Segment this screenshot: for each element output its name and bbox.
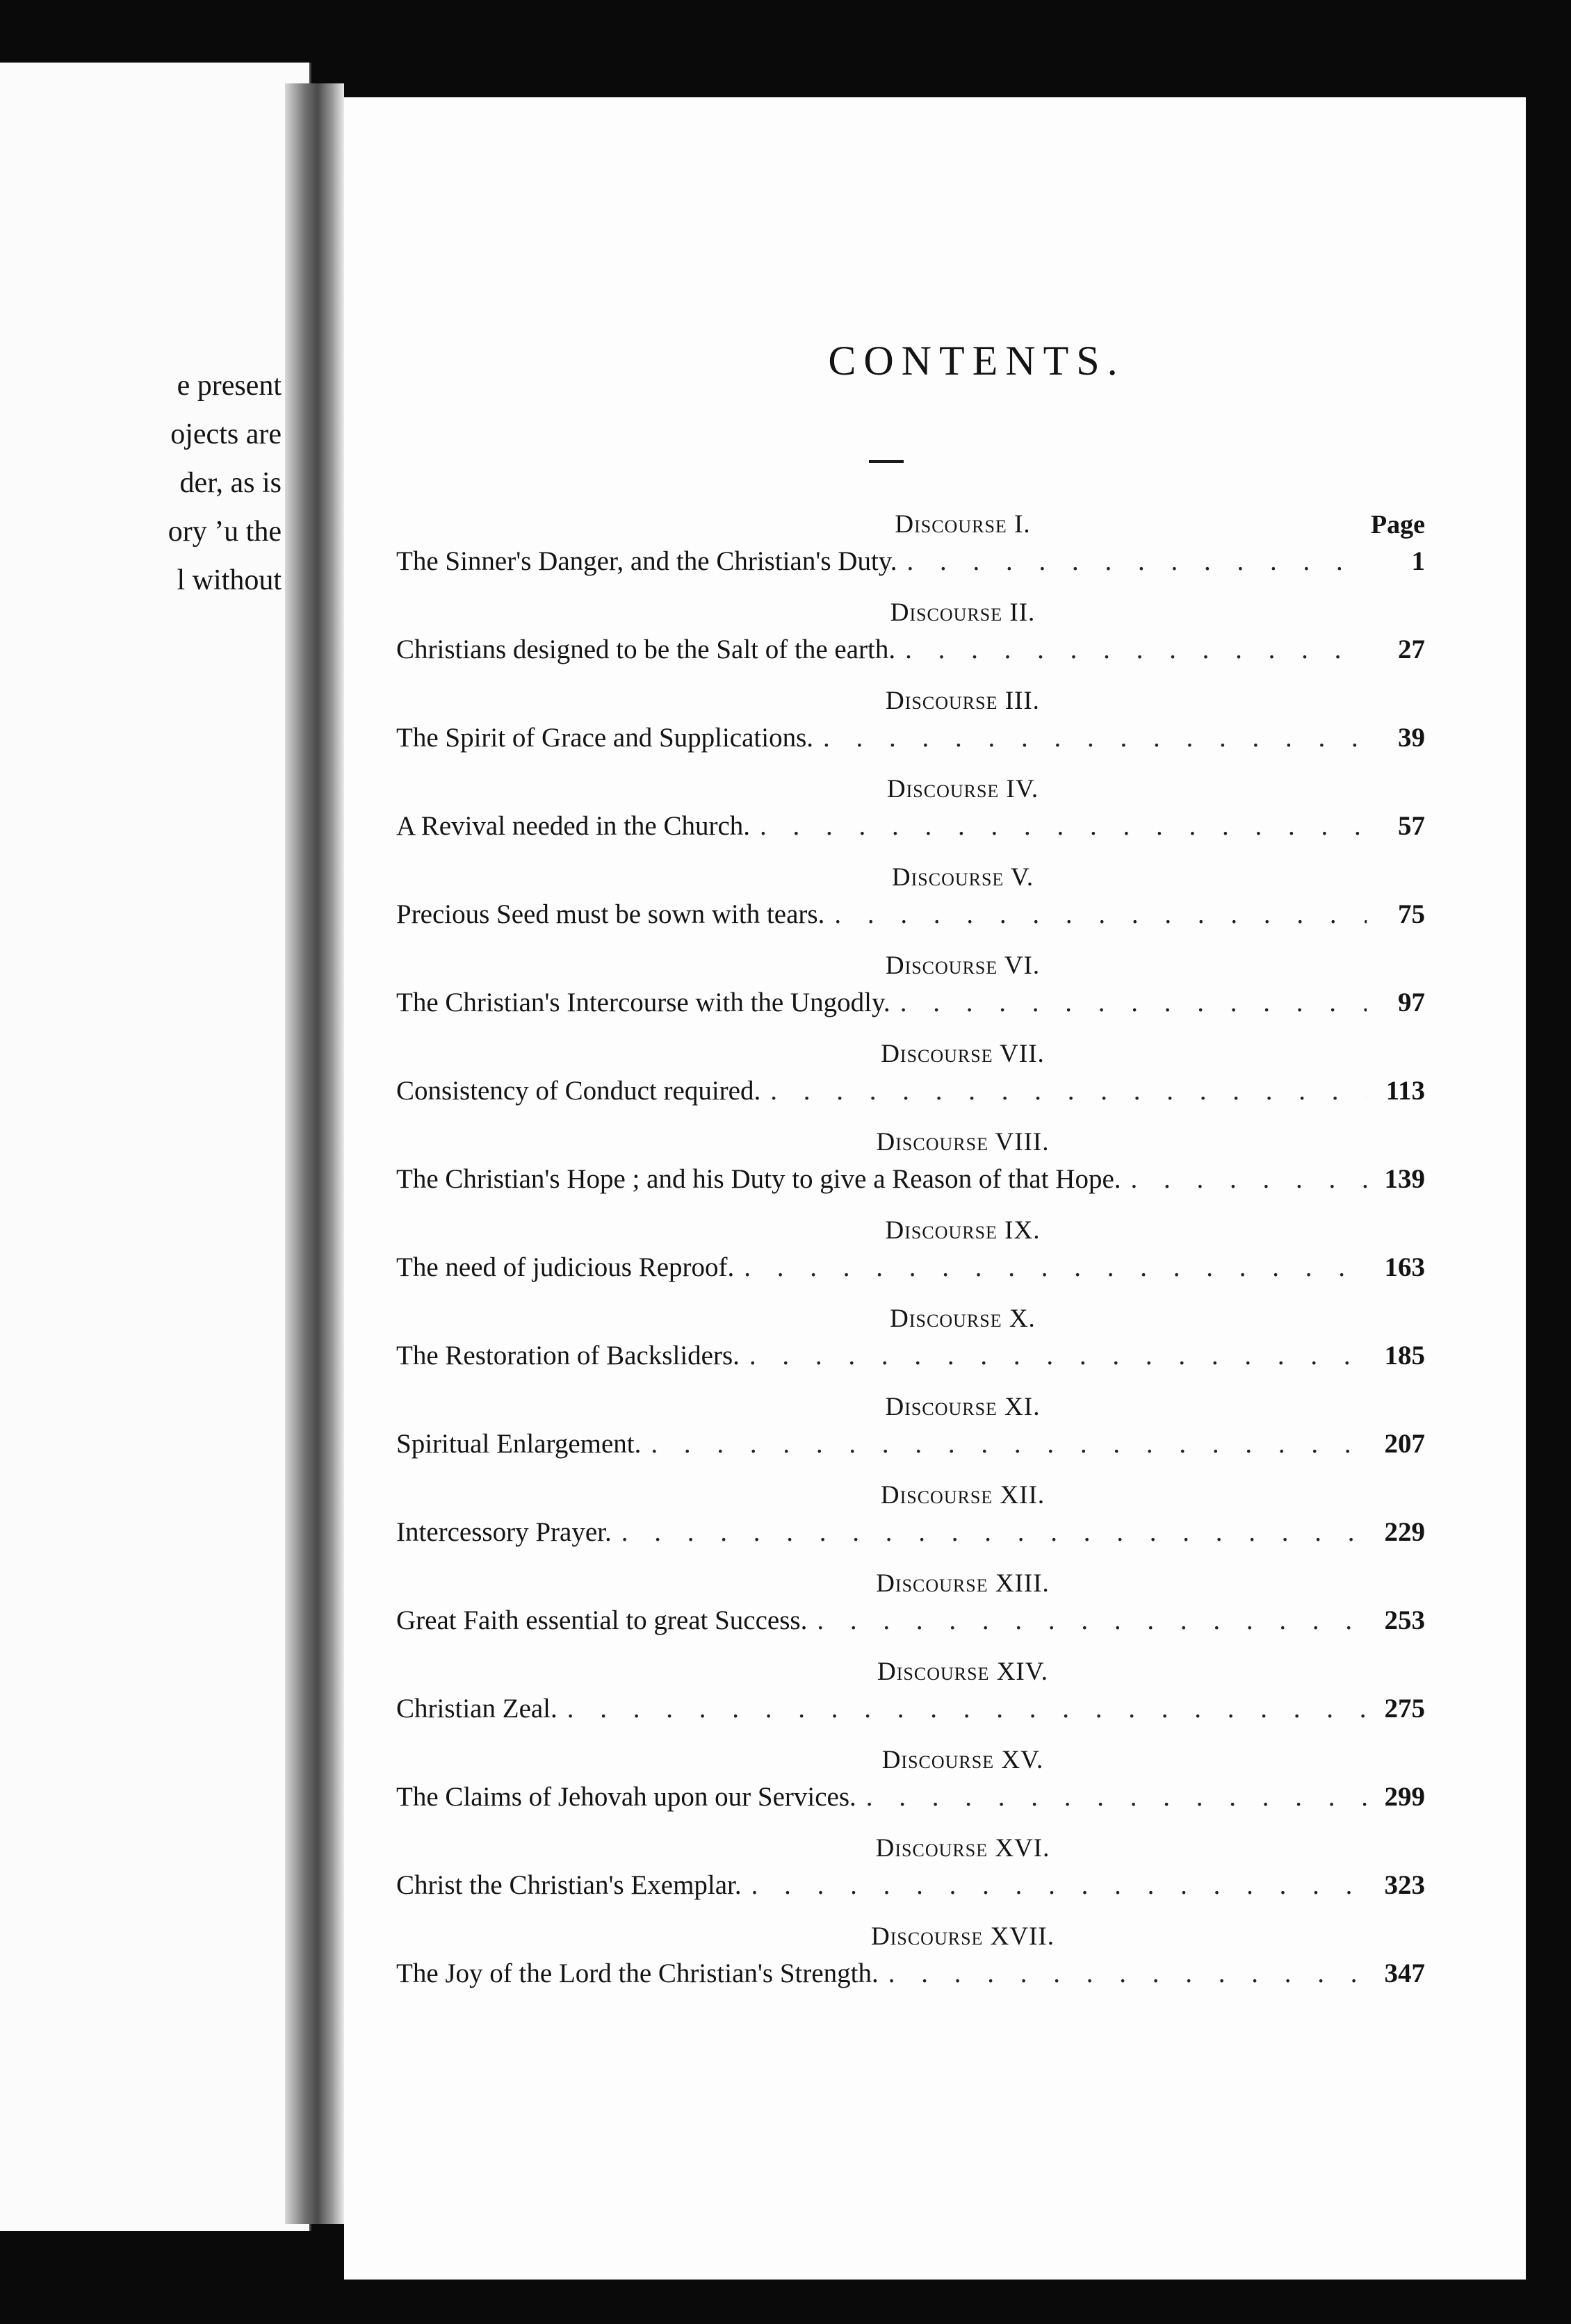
contents-page bbox=[344, 97, 1526, 2280]
dot-leader bbox=[866, 1778, 1367, 1817]
discourse-heading: Discourse VII. bbox=[881, 1040, 1045, 1068]
discourse-heading: Discourse XV. bbox=[881, 1746, 1044, 1774]
discourse-heading: Discourse XI. bbox=[885, 1393, 1041, 1421]
discourse-title: The Restoration of Backsliders. bbox=[396, 1341, 740, 1370]
toc-entry bbox=[396, 1831, 1425, 1920]
discourse-title: The Sinner's Danger, and the Christian's Duty. bbox=[396, 546, 897, 576]
discourse-title: The need of judicious Reproof. bbox=[396, 1252, 735, 1282]
dot-leader bbox=[1131, 1160, 1367, 1199]
discourse-heading: Discourse VI. bbox=[885, 951, 1041, 980]
discourse-heading: Discourse XIV. bbox=[877, 1658, 1048, 1686]
previous-page-line: ojects are bbox=[170, 418, 282, 450]
toc-entry bbox=[396, 1743, 1425, 1831]
page-number: 275 bbox=[1384, 1694, 1425, 1724]
page-number: 299 bbox=[1384, 1782, 1425, 1812]
discourse-title: The Christian's Hope ; and his Duty to give a Reason of that Hope. bbox=[396, 1164, 1121, 1194]
page-number: 57 bbox=[1398, 811, 1425, 841]
toc-entry bbox=[396, 1213, 1425, 1302]
toc-row bbox=[396, 1689, 1425, 1731]
title-rule bbox=[869, 460, 904, 463]
previous-page-text bbox=[17, 361, 282, 605]
discourse-heading: Discourse VIII. bbox=[876, 1128, 1050, 1156]
dot-leader bbox=[621, 1513, 1367, 1552]
toc-row bbox=[396, 1954, 1425, 1996]
dot-leader bbox=[905, 630, 1367, 669]
toc-entry bbox=[396, 1125, 1425, 1213]
toc-entry bbox=[396, 684, 1425, 772]
previous-page-line: der, as is bbox=[179, 467, 282, 499]
discourse-title: Christians designed to be the Salt of the earth. bbox=[396, 635, 896, 664]
discourse-heading: Discourse IV. bbox=[886, 775, 1039, 803]
toc-entry bbox=[396, 1302, 1425, 1390]
toc-row bbox=[396, 895, 1425, 937]
discourse-heading: Discourse IX. bbox=[885, 1216, 1041, 1245]
discourse-title: Great Faith essential to great Success. bbox=[396, 1605, 808, 1635]
toc-row bbox=[396, 1778, 1425, 1819]
discourse-title: A Revival needed in the Church. bbox=[396, 811, 751, 841]
dot-leader bbox=[751, 1866, 1367, 1905]
dot-leader bbox=[749, 1336, 1367, 1375]
toc-row bbox=[396, 1601, 1425, 1643]
toc-entry bbox=[396, 1655, 1425, 1743]
page-number: 75 bbox=[1398, 899, 1425, 929]
previous-page-line: e present bbox=[177, 370, 282, 402]
toc-entry bbox=[396, 772, 1425, 860]
discourse-title: The Claims of Jehovah upon our Services. bbox=[396, 1782, 856, 1812]
toc-row bbox=[396, 1248, 1425, 1290]
discourse-heading: Discourse II. bbox=[890, 598, 1036, 627]
toc-entry bbox=[396, 1920, 1425, 2008]
dot-leader bbox=[834, 895, 1367, 934]
discourse-title: Consistency of Conduct required. bbox=[396, 1076, 761, 1106]
page-number: 207 bbox=[1384, 1429, 1425, 1459]
toc-row bbox=[396, 807, 1425, 849]
page-number: 139 bbox=[1384, 1164, 1425, 1194]
previous-page bbox=[0, 63, 311, 2231]
toc-entry bbox=[396, 596, 1425, 684]
discourse-heading: Discourse XVI. bbox=[875, 1834, 1050, 1863]
toc-entry bbox=[396, 1566, 1425, 1655]
dot-leader bbox=[744, 1248, 1367, 1287]
discourse-heading: Discourse XVII. bbox=[871, 1922, 1055, 1951]
dot-leader bbox=[651, 1425, 1367, 1464]
page-number: 229 bbox=[1384, 1517, 1425, 1547]
page-number: 97 bbox=[1398, 988, 1425, 1017]
toc-row bbox=[396, 1160, 1425, 1202]
previous-page-line: ory ’u the bbox=[168, 516, 282, 548]
discourse-title: The Joy of the Lord the Christian's Strength. bbox=[396, 1958, 879, 1988]
dot-leader bbox=[817, 1601, 1367, 1640]
discourse-heading: Discourse X. bbox=[890, 1304, 1036, 1333]
toc-entry bbox=[396, 860, 1425, 949]
toc-entry bbox=[396, 949, 1425, 1037]
discourse-heading: Discourse I. bbox=[895, 510, 1031, 539]
toc-row bbox=[396, 1866, 1425, 1908]
toc-row bbox=[396, 1336, 1425, 1378]
page-number: 163 bbox=[1384, 1252, 1425, 1282]
page-number: 1 bbox=[1411, 546, 1425, 576]
dot-leader bbox=[907, 542, 1367, 581]
discourse-title: Christ the Christian's Exemplar. bbox=[396, 1870, 742, 1900]
page-number: 323 bbox=[1384, 1870, 1425, 1900]
toc-entry bbox=[396, 1037, 1425, 1125]
dot-leader bbox=[900, 983, 1367, 1022]
discourse-heading: Discourse III. bbox=[886, 687, 1040, 715]
book-gutter bbox=[285, 83, 344, 2224]
discourse-title: The Spirit of Grace and Supplications. bbox=[396, 723, 814, 753]
page-title: CONTENTS. bbox=[828, 338, 1125, 384]
toc-row bbox=[396, 542, 1425, 584]
page-number: 39 bbox=[1398, 723, 1425, 753]
page-number: 253 bbox=[1384, 1605, 1425, 1635]
toc-entry bbox=[396, 1478, 1425, 1566]
table-of-contents bbox=[396, 507, 1425, 2008]
dot-leader bbox=[770, 1072, 1367, 1111]
page-column-label: Page bbox=[1370, 510, 1425, 539]
discourse-title: Precious Seed must be sown with tears. bbox=[396, 899, 825, 929]
discourse-title: Christian Zeal. bbox=[396, 1694, 557, 1724]
discourse-heading: Discourse V. bbox=[891, 863, 1034, 892]
discourse-title: Spiritual Enlargement. bbox=[396, 1429, 642, 1459]
page-number: 185 bbox=[1384, 1341, 1425, 1370]
toc-row bbox=[396, 983, 1425, 1025]
dot-leader bbox=[760, 807, 1367, 846]
toc-row bbox=[396, 719, 1425, 760]
discourse-heading: Discourse XIII. bbox=[876, 1569, 1050, 1598]
toc-row bbox=[396, 1425, 1425, 1466]
dot-leader bbox=[567, 1689, 1367, 1728]
toc-entry bbox=[396, 1390, 1425, 1478]
page-number: 27 bbox=[1398, 635, 1425, 664]
dot-leader bbox=[823, 719, 1367, 758]
discourse-heading: Discourse XII. bbox=[880, 1481, 1045, 1509]
toc-row bbox=[396, 630, 1425, 672]
toc-row bbox=[396, 1513, 1425, 1555]
previous-page-line: l without bbox=[177, 564, 282, 596]
discourse-title: Intercessory Prayer. bbox=[396, 1517, 612, 1547]
dot-leader bbox=[888, 1954, 1367, 1993]
page-number: 113 bbox=[1385, 1076, 1425, 1106]
toc-row bbox=[396, 1072, 1425, 1113]
toc-entry bbox=[396, 507, 1425, 596]
discourse-title: The Christian's Intercourse with the Ungodly. bbox=[396, 988, 890, 1017]
page-number: 347 bbox=[1384, 1958, 1425, 1988]
